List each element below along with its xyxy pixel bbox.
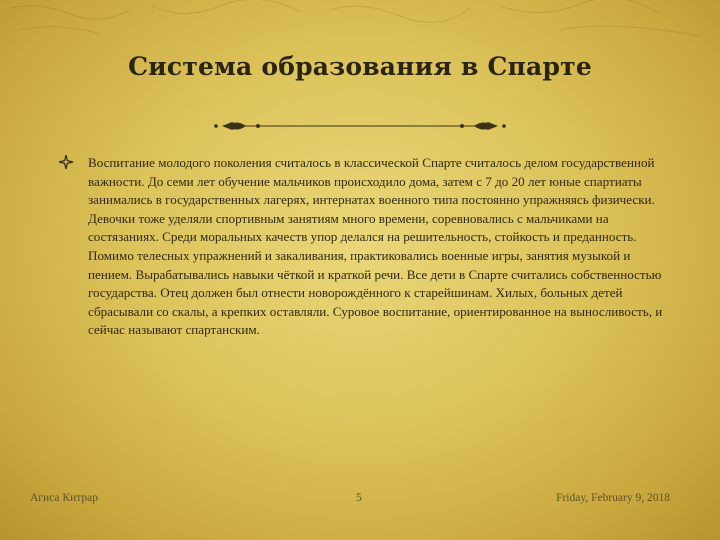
footer-date: Friday, February 9, 2018 — [556, 492, 670, 504]
slide-title: Система образования в Спарте — [128, 52, 592, 81]
body-paragraph: Воспитание молодого поколения считалось в классической Спарте считалось делом государственной важности. До семи лет обучение мальчиков происходило дома, затем с 7 до 20 лет юные спартиаты занимались в государственных лагерях, интернатах военного типа постоянно упражняясь физически. Девочки тоже уделяли спортивным занятиям много времени, соревновались с мальчиками на состязаниях. Среди моральных качеств упор делался на решительность, стойкость и преданность. Помимо телесных упражнений и закаливания, практиковались военные игры, занятия музыкой и пением. Вырабатывались навыки чёткой и краткой речи. Все дети в Спарте считались собственностью государства. Отец должен был отнести новорождённого к старейшинам. Хилых, больных детей сбрасывали со скалы, а крепких оставляли. Суровое воспитание, ориентированное на выносливость, и сейчас называют спартанским. — [88, 155, 663, 338]
footer-author: Агиса Китрар — [30, 492, 98, 504]
footer-page-number: 5 — [356, 492, 362, 504]
ornamental-divider — [210, 117, 510, 135]
four-point-star-bullet-icon — [58, 154, 74, 170]
background-watermark — [0, 0, 720, 60]
